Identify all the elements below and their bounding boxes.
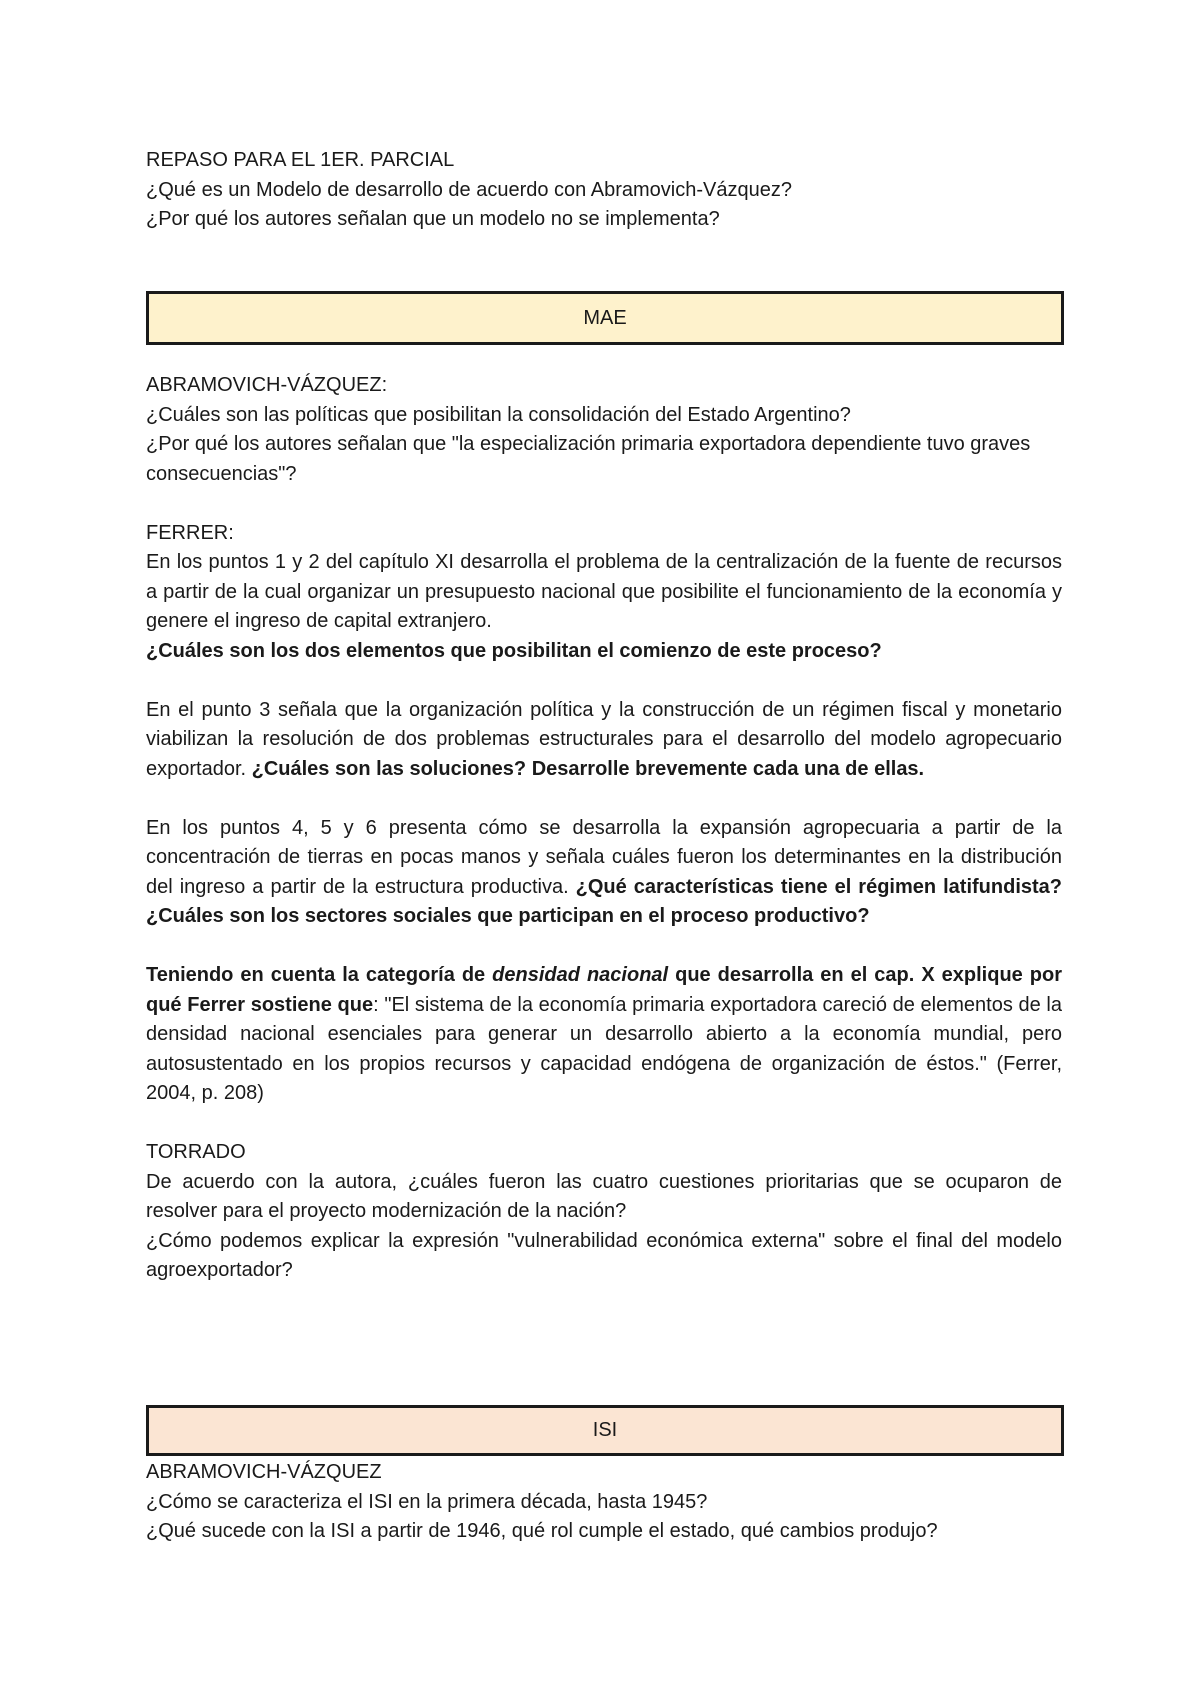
doc-title: REPASO PARA EL 1ER. PARCIAL — [146, 149, 455, 171]
ferrer-heading: FERRER: — [146, 521, 234, 544]
ferrer-paragraph-2 — [146, 696, 1062, 785]
mae-section — [146, 371, 1062, 1286]
abramovich-heading: ABRAMOVICH-VÁZQUEZ: — [146, 374, 388, 396]
ferrer-question-1 — [146, 637, 1062, 667]
abramovich-question-1: ¿Cuáles son las políticas que posibilitan la consolidación del Estado Argentino? — [146, 403, 851, 426]
ferrer-question-1-text: ¿Cuáles son los dos elementos que posibilitan el comienzo de este proceso? — [146, 639, 882, 662]
ferrer-question-3: ¿Qué características tiene el régimen latifundista? ¿Cuáles son los sectores sociales que participan en el proceso productivo? — [146, 875, 1062, 927]
isi-heading: ABRAMOVICH-VÁZQUEZ — [146, 1461, 382, 1483]
intro-section — [146, 146, 1062, 235]
section-box-mae — [146, 291, 1064, 345]
ferrer-paragraph-3 — [146, 814, 1062, 932]
ferrer-question-4-a: Teniendo en cuenta la categoría de — [146, 964, 493, 986]
section-label-mae: MAE — [583, 307, 627, 329]
torrado-question-2: ¿Cómo podemos explicar la expresión "vulnerabilidad económica externa" sobre el final del modelo agroexportador? — [146, 1229, 1062, 1281]
section-label-isi: ISI — [592, 1419, 618, 1441]
section-box-isi — [146, 1405, 1064, 1456]
isi-question-2: ¿Qué sucede con la ISI a partir de 1946, qué rol cumple el estado, qué cambios produjo? — [146, 1520, 938, 1542]
torrado-heading: TORRADO — [146, 1141, 246, 1163]
ferrer-paragraph-3-text: En los puntos 4, 5 y 6 presenta cómo se desarrolla la expansión agropecuaria a partir de la concentración de tierras en pocas manos y señala cuáles fueron los determinantes en la distribución del ingreso a partir de la estructura productiva. — [146, 816, 1062, 898]
torrado-question-1: De acuerdo con la autora, ¿cuáles fueron las cuatro cuestiones prioritarias que se ocuparon de resolver para el proyecto modernización de la nación? — [146, 1170, 1062, 1222]
intro-question-1: ¿Qué es un Modelo de desarrollo de acuerdo con Abramovich-Vázquez? — [146, 178, 792, 201]
isi-section — [146, 1458, 1062, 1547]
ferrer-question-2: ¿Cuáles son las soluciones? Desarrolle brevemente cada una de ellas. — [251, 757, 925, 780]
ferrer-paragraph-1: En los puntos 1 y 2 del capítulo XI desarrolla el problema de la centralización de la fuente de recursos a partir de la cual organizar un presupuesto nacional que posibilite el funcionamiento de la economía y genere el ingreso de capital extranjero. — [146, 551, 1062, 632]
isi-question-1: ¿Cómo se caracteriza el ISI en la primera década, hasta 1945? — [146, 1490, 708, 1513]
intro-question-2: ¿Por qué los autores señalan que un modelo no se implementa? — [146, 208, 720, 230]
ferrer-paragraph-2-text: En el punto 3 señala que la organización política y la construcción de un régimen fiscal y monetario viabilizan la resolución de dos problemas estructurales para el desarrollo del modelo agropecuario exportador. — [146, 698, 1062, 780]
abramovich-question-2: ¿Por qué los autores señalan que "la especialización primaria exportadora dependiente tuvo graves consecuencias"? — [146, 433, 1031, 485]
ferrer-quote: : "El sistema de la economía primaria exportadora careció de elementos de la densidad nacional esenciales para generar un desarrollo abierto a la economía mundial, pero autosustentado en los propios recursos y capacidad endógena de organización de éstos." (Ferrer, 2004, p. 208) — [146, 993, 1062, 1104]
ferrer-question-4-b: que desarrolla en el cap. X explique por qué Ferrer sostiene que — [146, 964, 1063, 1016]
ferrer-paragraph-4 — [146, 961, 1062, 1109]
ferrer-question-4-italic: densidad nacional — [492, 964, 669, 986]
